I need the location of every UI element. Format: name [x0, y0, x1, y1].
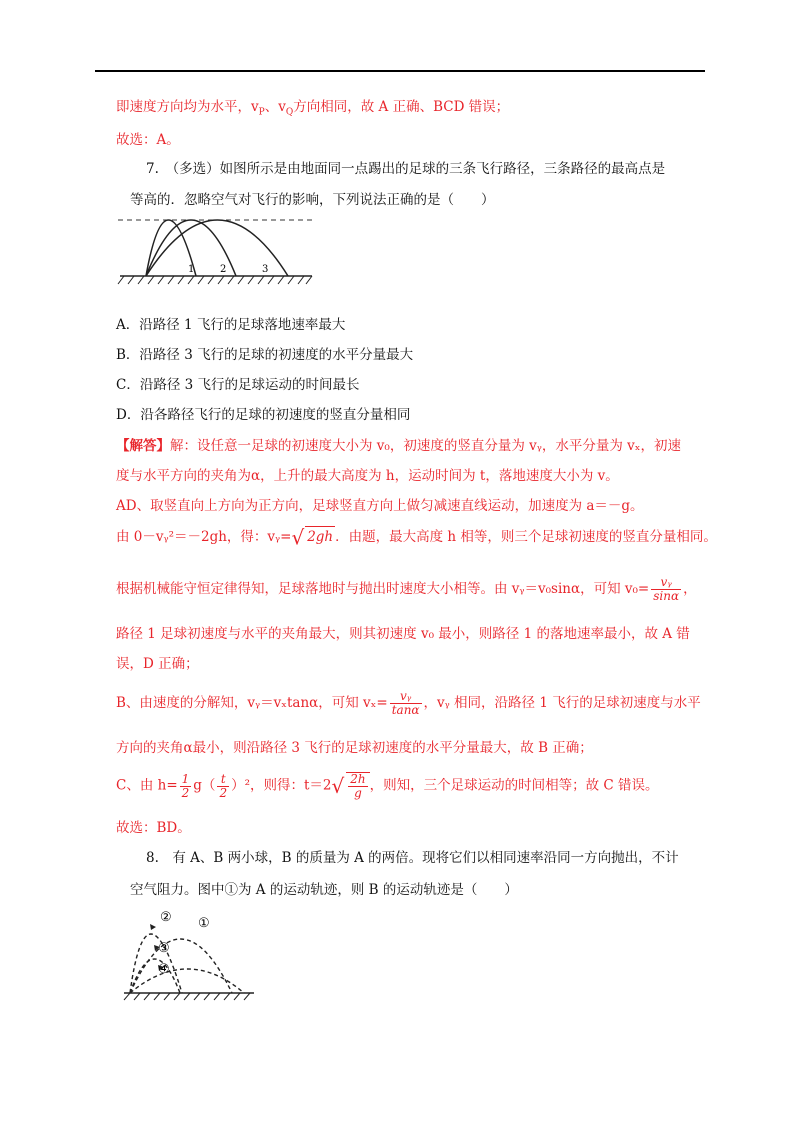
q7-trajectory-figure	[116, 212, 316, 290]
q7-option-a: A．沿路径 1 飞行的足球落地速率最大	[116, 317, 346, 333]
q7-choice: 故选：BD。	[116, 820, 191, 836]
path-label-3: 3	[262, 264, 269, 275]
q7-answer-2: 度与水平方向的夹角为α，上升的最大高度为 h，运动时间为 t，落地速度大小为 v。	[116, 468, 619, 484]
q6-choice: 故选：A。	[116, 132, 180, 148]
trajectory-label-3: ③	[158, 941, 170, 956]
q7-answer-8: B、由速度的分解知，vᵧ＝vₓtanα，可知 vₓ= $\frac{\text{vᵧ}}{\tan\alpha}$ ，vᵧ 相同，沿路径 1 飞行的足球初速度与水平	[116, 689, 701, 717]
q6-answer-line1: 即速度方向均为水平，$v_P$、$v_Q$方向相同，故 A 正确、BCD 错误；	[116, 99, 510, 118]
trajectory-label-4: ④	[158, 962, 170, 977]
q7-option-b: B．沿路径 3 飞行的足球的初速度的水平分量最大	[116, 347, 414, 363]
path-label-1: 1	[188, 264, 195, 275]
q8-stem-2: 空气阻力。图中①为 A 的运动轨迹，则 B 的运动轨迹是（ ）	[130, 882, 518, 898]
q7-answer-10: C、由 h= $\frac{1}{2}$ g（ $\frac{t}{2}$ ）²，则得：t＝2√ $\frac{2h}{g}$ ，则知，三个足球运动的时间相等；故 C 错误。	[116, 771, 659, 800]
q7-answer-7: 误，D 正确；	[116, 656, 199, 672]
q7-stem-2: 等高的．忽略空气对飞行的影响，下列说法正确的是（ ）	[130, 192, 495, 208]
q7-stem-1: 7. （多选）如图所示是由地面同一点踢出的足球的三条飞行路径，三条路径的最高点是	[146, 161, 666, 177]
path-label-2: 2	[220, 264, 227, 275]
q7-option-d: D．沿各路径飞行的足球的初速度的竖直分量相同	[116, 407, 411, 423]
q7-answer-5: 根据机械能守恒定律得知，足球落地时与抛出时速度大小相等。由 vᵧ＝v₀sinα，可知 v₀= $\frac{\text{vᵧ}}{\sin\alpha}$ ，	[116, 575, 697, 603]
trajectory-label-2: ②	[160, 910, 172, 925]
trajectory-label-1: ①	[198, 916, 210, 931]
q7-answer-1: 【解答】解：设任意一足球的初速度大小为 v₀，初速度的竖直分量为 vᵧ，水平分量为 vₓ，初速	[116, 438, 681, 454]
q7-answer-4: 由 0－vᵧ²＝－2gh，得：vᵧ=√ 2gh ．由题，最大高度 h 相等，则三个足球初速度的竖直分量相同。	[116, 525, 717, 550]
q7-answer-3: AD、取竖直向上方向为正方向，足球竖直方向上做匀减速直线运动，加速度为 a＝－g。	[116, 498, 644, 514]
q7-option-c: C．沿路径 3 飞行的足球运动的时间最长	[116, 377, 360, 393]
q8-trajectory-figure	[120, 905, 260, 1005]
q7-answer-6: 路径 1 足球初速度与水平的夹角最大，则其初速度 v₀ 最小，则路径 1 的落地速率最小，故 A 错	[116, 626, 690, 642]
answer-tag: 【解答】	[116, 438, 170, 454]
q7-answer-9: 方向的夹角α最小，则沿路径 3 飞行的足球初速度的水平分量最大，故 B 正确；	[116, 740, 593, 756]
header-rule	[95, 70, 705, 72]
q8-stem-1: 8. 有 A、B 两小球，B 的质量为 A 的两倍。现将它们以相同速率沿同一方向抛出，不计	[146, 850, 679, 866]
